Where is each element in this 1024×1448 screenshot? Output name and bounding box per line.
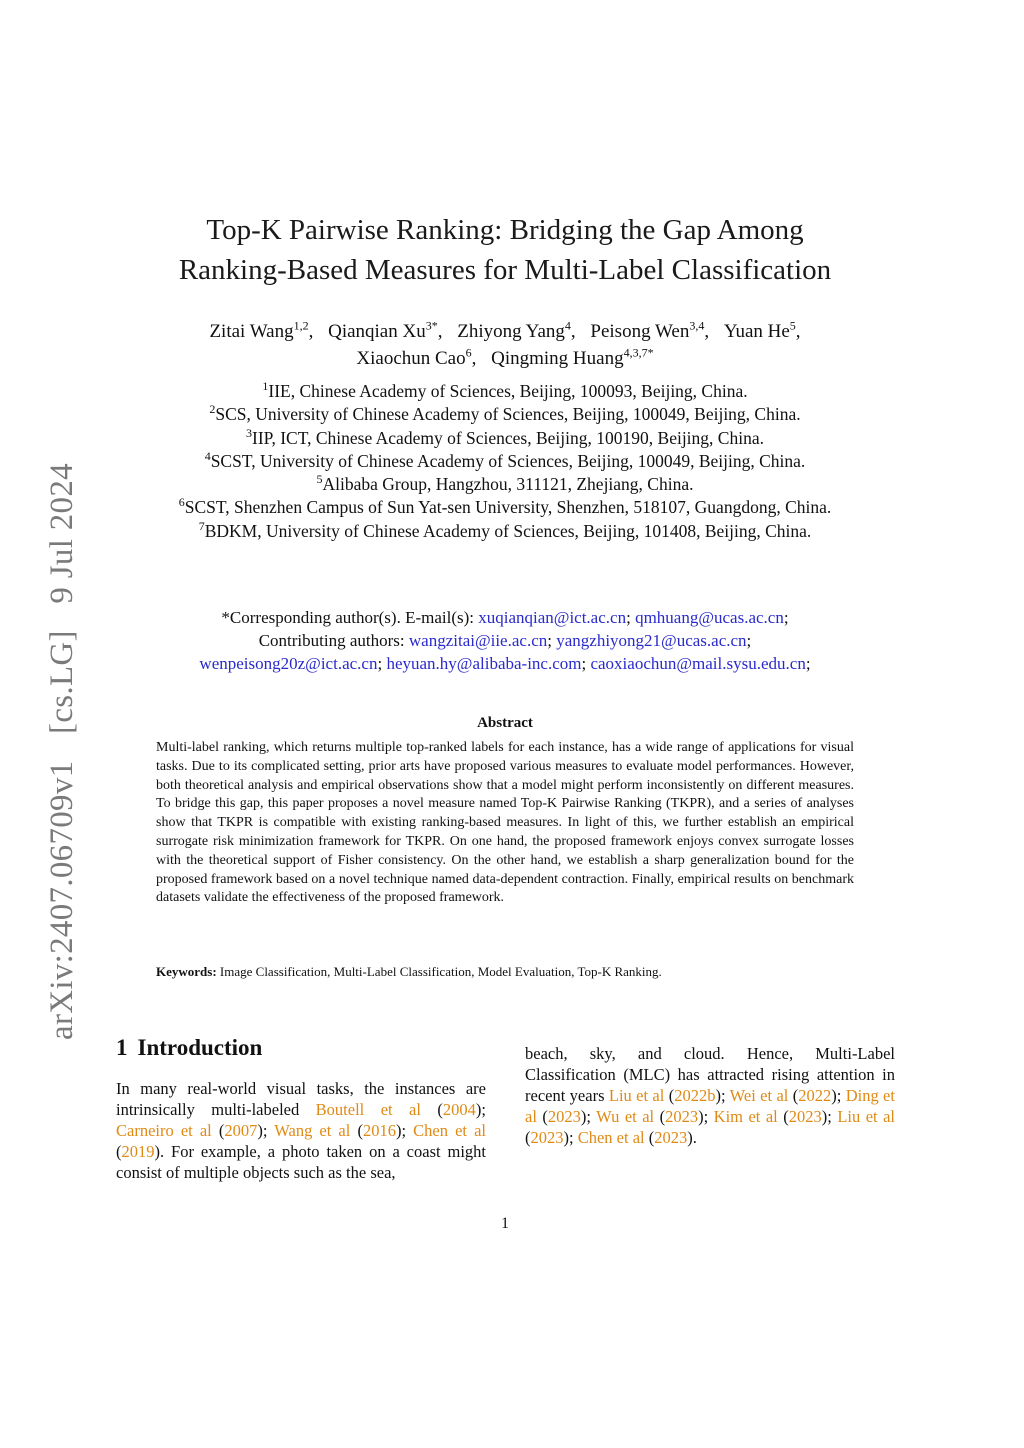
- affiliation: $^2$SCS, University of Chinese Academy of Sciences, Beijing, 100049, Beijing, China.: [209, 402, 801, 425]
- keywords: [156, 963, 856, 981]
- affiliation: $^6$SCST, Shenzhen Campus of Sun Yat-sen University, Shenzhen, 518107, Guangdong, China.: [178, 495, 832, 518]
- citation-year-link[interactable]: 2023: [788, 1107, 822, 1126]
- citation-year-link[interactable]: 2016: [362, 1121, 396, 1140]
- author: Zitai Wang$^{1,2}$,: [209, 318, 314, 342]
- section-number: 1: [116, 1035, 128, 1060]
- contributing-line: Contributing authors: wangzitai@iie.ac.cn; yangzhiyong21@ucas.ac.cn;: [258, 631, 752, 650]
- correspondence-block: [120, 606, 890, 675]
- section-title: Introduction: [137, 1035, 263, 1060]
- abstract-body: Multi-label ranking, which returns multiple top-ranked labels for each instance, has a wide range of applications for visual tasks. Due to its complicated setting, prior arts have proposed various measures to evaluate model performances. However, both theoretical analysis and empirical observations show that a model might perform inconsistently on different measures. To bridge this gap, this paper proposes a novel measure named Top-K Pairwise Ranking (TKPR), and a series of analyses show that TKPR is compatible with existing ranking-based measures. In light of this, we further establish an empirical surrogate risk minimization framework for TKPR. On one hand, the proposed framework enjoys convex surrogate losses with the theoretical support of Fisher consistency. On the other hand, we establish a sharp generalization bound for the proposed framework based on a novel technique named data-dependent contraction. Finally, empirical results on benchmark datasets validate the effectiveness of the proposed framework.: [156, 740, 854, 906]
- affiliation: $^5$Alibaba Group, Hangzhou, 311121, Zhejiang, China.: [316, 472, 694, 495]
- title-line-2: Ranking-Based Measures for Multi-Label Classification: [178, 254, 832, 286]
- corresponding-line: *Corresponding author(s). E-mail(s): xuqianqian@ict.ac.cn; qmhuang@ucas.ac.cn;: [221, 608, 789, 627]
- email-link[interactable]: wangzitai@iie.ac.cn: [408, 631, 548, 650]
- citation-link[interactable]: Liu et al: [837, 1107, 895, 1126]
- citation-year-link[interactable]: 2022b: [674, 1086, 716, 1105]
- citation-link[interactable]: Boutell et al: [315, 1100, 421, 1119]
- intro-left-column: In many real-world visual tasks, the instances are intrinsically multi-labeled Boutell et al (2004); Carneiro et al (2007); Wang et al (2016); Chen et al (2019). For example, a photo taken on a coast might consist of multiple objects such as the sea,: [116, 1079, 487, 1182]
- citation-link[interactable]: Wei et al: [729, 1086, 789, 1105]
- author: Qingming Huang$^{4,3,7*}$: [491, 345, 654, 369]
- intro-right-column: beach, sky, and cloud. Hence, Multi-Label Classification (MLC) has attracted rising attention in recent years Liu et al (2022b); Wei et al (2022); Ding et al (2023); Wu et al (2023); Kim et al (2023); Liu et al (2023); Chen et al (2023).: [525, 1044, 895, 1147]
- email-link[interactable]: caoxiaochun@mail.sysu.edu.cn: [590, 654, 806, 673]
- citation-year-link[interactable]: 2019: [121, 1142, 155, 1161]
- email-link[interactable]: qmhuang@ucas.ac.cn: [635, 608, 784, 627]
- affiliation: $^3$IIP, ICT, Chinese Academy of Sciences, Beijing, 100190, Beijing, China.: [246, 425, 764, 448]
- contributing-line-2: wenpeisong20z@ict.ac.cn; heyuan.hy@alibaba-inc.com; caoxiaochun@mail.sysu.edu.cn;: [199, 654, 811, 673]
- keywords-label: Keywords:: [156, 964, 217, 979]
- citation-link[interactable]: Wu et al: [596, 1107, 655, 1126]
- author-list: [0, 318, 1010, 372]
- citation-link[interactable]: Carneiro et al: [116, 1121, 212, 1140]
- citation-year-link[interactable]: 2023: [547, 1107, 581, 1126]
- citation-year-link[interactable]: 2023: [654, 1128, 688, 1147]
- email-link[interactable]: wenpeisong20z@ict.ac.cn: [199, 654, 378, 673]
- author: Peisong Wen$^{3,4}$,: [590, 318, 710, 342]
- affiliation: $^4$SCST, University of Chinese Academy of Sciences, Beijing, 100049, Beijing, China.: [204, 449, 806, 471]
- citation-link[interactable]: Chen et al: [577, 1128, 645, 1147]
- arxiv-category: [cs.LG]: [44, 630, 80, 734]
- arxiv-id[interactable]: arXiv:2407.06709v1: [44, 760, 80, 1040]
- title-line-1: Top-K Pairwise Ranking: Bridging the Gap Among: [206, 214, 804, 246]
- author: Xiaochun Cao$^6$,: [356, 345, 477, 369]
- author: Qianqian $Xu^{3*}$,: [328, 318, 443, 342]
- citation-link[interactable]: Chen et al: [413, 1121, 487, 1140]
- author: Yuan He$^5$,: [723, 318, 801, 342]
- arxiv-side-stamp: [44, 445, 81, 1040]
- corresponding-label: *Corresponding author(s). E-mail(s):: [221, 608, 474, 627]
- email-link[interactable]: heyuan.hy@alibaba-inc.com: [386, 654, 582, 673]
- affiliation: $^7$BDKM, University of Chinese Academy of Sciences, Beijing, 101408, Beijing, China.: [198, 518, 812, 541]
- email-link[interactable]: xuqianqian@ict.ac.cn: [478, 608, 627, 627]
- page-number: 1: [501, 1215, 509, 1232]
- abstract-heading: Abstract: [477, 715, 533, 731]
- citation-year-link[interactable]: 2007: [224, 1121, 258, 1140]
- citation-year-link[interactable]: 2022: [798, 1086, 832, 1105]
- contributing-label: Contributing authors:: [258, 631, 405, 650]
- affiliation: $^1$IIE, Chinese Academy of Sciences, Beijing, 100093, Beijing, China.: [262, 379, 748, 401]
- citation-link[interactable]: Kim et al: [713, 1107, 778, 1126]
- arxiv-date: 9 Jul 2024: [44, 463, 80, 604]
- keywords-text: Image Classification, Multi-Label Classification, Model Evaluation, Top-K Ranking.: [219, 964, 662, 979]
- paper-title: [0, 210, 1010, 290]
- affiliation-list: [150, 380, 860, 543]
- author: Zhiyong Yang$^4$,: [457, 318, 576, 342]
- citation-year-link[interactable]: 2023: [665, 1107, 699, 1126]
- citation-link[interactable]: Wang et al: [274, 1121, 351, 1140]
- citation-year-link[interactable]: 2023: [530, 1128, 564, 1147]
- citation-link[interactable]: Liu et al: [608, 1086, 665, 1105]
- section-heading: [116, 1035, 262, 1061]
- email-link[interactable]: yangzhiyong21@ucas.ac.cn: [556, 631, 747, 650]
- citation-link[interactable]: Ding et al: [525, 1086, 895, 1126]
- citation-year-link[interactable]: 2004: [442, 1100, 476, 1119]
